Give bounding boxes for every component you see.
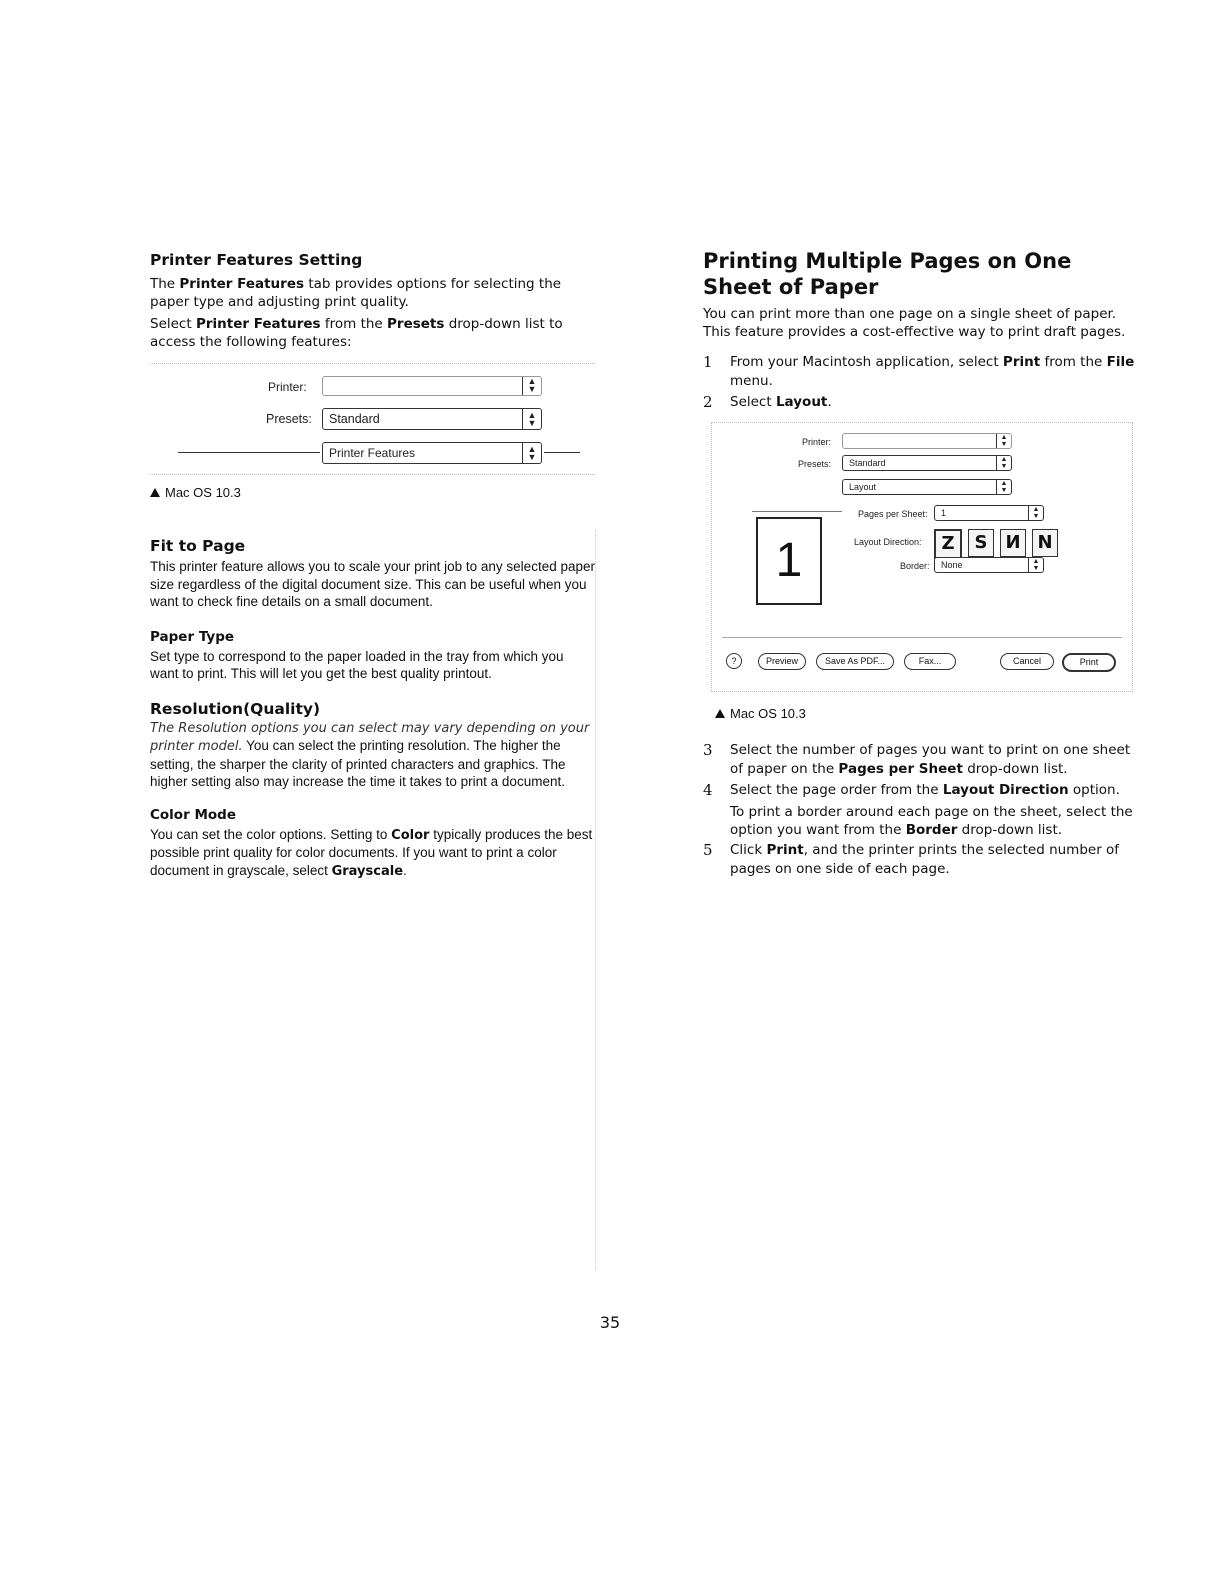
- popup-arrows-icon: ▲ ▼: [996, 456, 1011, 470]
- divider-line: [178, 452, 320, 453]
- popup-arrows-icon: ▲ ▼: [1028, 506, 1043, 520]
- z-direction-icon[interactable]: Z: [934, 529, 962, 559]
- triangle-icon: [150, 488, 160, 497]
- right-dialog-caption: Mac OS 10.3: [715, 706, 1143, 721]
- divider-line: [544, 452, 580, 453]
- fax-button[interactable]: Fax...: [904, 653, 956, 670]
- presets-label: Presets:: [266, 412, 312, 426]
- presets-popup[interactable]: Standard ▲ ▼: [322, 408, 542, 430]
- right-column: [703, 248, 1143, 881]
- preview-button[interactable]: Preview: [758, 653, 806, 670]
- step-5: 5 Click Print, and the printer prints the selected number of pages on one side of each page.: [703, 841, 1120, 877]
- printer-features-dialog: [150, 363, 595, 475]
- popup-arrows-icon: ▲ ▼: [996, 480, 1011, 494]
- panel-popup[interactable]: Printer Features ▲ ▼: [322, 442, 542, 464]
- intro-text: You can print more than one page on a single sheet of paper. This feature provides a cost-effective way to print draft pages.: [703, 306, 1126, 340]
- n-reverse-direction-icon[interactable]: И: [1000, 529, 1026, 557]
- fit-to-page-text: This printer feature allows you to scale your print job to any selected paper size regardless of the digital document size. This can be useful when you want to check fine details on a small document.: [150, 559, 595, 609]
- left-column: [150, 250, 595, 880]
- printer-features-paragraph-1: The Printer Features tab provides options for selecting the paper type and adjusting print quality.: [150, 276, 562, 310]
- n-direction-icon[interactable]: N: [1032, 529, 1058, 557]
- popup-arrows-icon: ▲ ▼: [1028, 558, 1043, 572]
- fit-to-page-heading: Fit to Page: [150, 537, 246, 555]
- pages-per-sheet-label: Pages per Sheet:: [858, 509, 928, 519]
- printer-label: Printer:: [802, 437, 832, 447]
- save-as-pdf-button[interactable]: Save As PDF...: [816, 653, 894, 670]
- print-button[interactable]: Print: [1062, 653, 1116, 672]
- layout-preview-page: 1: [756, 517, 822, 605]
- s-direction-icon[interactable]: S: [968, 529, 994, 557]
- help-icon[interactable]: ?: [726, 653, 742, 669]
- page-number: 35: [599, 1313, 621, 1332]
- border-popup[interactable]: None ▲ ▼: [934, 557, 1044, 573]
- step-1: 1 From your Macintosh application, select Print from the File menu.: [703, 353, 1135, 389]
- popup-arrows-icon: ▲ ▼: [522, 443, 541, 463]
- triangle-icon: [715, 709, 725, 718]
- paper-type-text: Set type to correspond to the paper loaded in the tray from which you want to print. This will let you get the best quality printout.: [150, 648, 564, 681]
- paper-type-heading: Paper Type: [150, 628, 235, 645]
- divider-line: [722, 637, 1122, 638]
- pages-per-sheet-popup[interactable]: 1 ▲ ▼: [934, 505, 1044, 521]
- popup-arrows-icon: ▲ ▼: [522, 409, 541, 429]
- layout-dialog: [711, 422, 1133, 692]
- border-note: To print a border around each page on the sheet, select the option you want from the Border drop-down list.: [730, 804, 1133, 838]
- popup-arrows-icon: ▲ ▼: [996, 434, 1011, 448]
- popup-arrows-icon: ▲ ▼: [522, 377, 541, 395]
- printer-popup[interactable]: [842, 433, 1012, 449]
- divider-line: [752, 511, 842, 512]
- resolution-text: The Resolution options you can select may vary depending on your printer model. You can select the printing resolution. The higher the setting, the sharper the clarity of printed characters and graphics. The higher setting also may increase the time it takes to print a document.: [150, 720, 590, 789]
- printer-features-heading: Printer Features Setting: [150, 251, 363, 269]
- color-mode-heading: Color Mode: [150, 806, 236, 823]
- step-4: 4 Select the page order from the Layout Direction option.: [703, 781, 1120, 799]
- color-mode-text: You can set the color options. Setting to Color typically produces the best possible print quality for color documents. If you want to print a color document in grayscale, select Grayscale.: [150, 826, 593, 879]
- step-2: 2 Select Layout.: [703, 393, 832, 411]
- panel-popup[interactable]: Layout ▲ ▼: [842, 479, 1012, 495]
- step-3: 3 Select the number of pages you want to print on one sheet of paper on the Pages per Sheet drop-down list.: [703, 741, 1131, 777]
- resolution-heading: Resolution(Quality): [150, 699, 321, 718]
- cancel-button[interactable]: Cancel: [1000, 653, 1054, 670]
- presets-label: Presets:: [798, 459, 832, 469]
- border-label: Border:: [900, 561, 930, 571]
- printer-popup[interactable]: [322, 376, 542, 396]
- layout-direction-label: Layout Direction:: [854, 537, 922, 547]
- page-title: Printing Multiple Pages on One Sheet of Paper: [703, 249, 1072, 299]
- printer-features-paragraph-2: Select Printer Features from the Presets drop-down list to access the following features:: [150, 316, 563, 350]
- left-dialog-caption: Mac OS 10.3: [150, 485, 595, 500]
- printer-label: Printer:: [268, 380, 307, 394]
- column-separator: [595, 530, 597, 1270]
- presets-popup[interactable]: Standard ▲ ▼: [842, 455, 1012, 471]
